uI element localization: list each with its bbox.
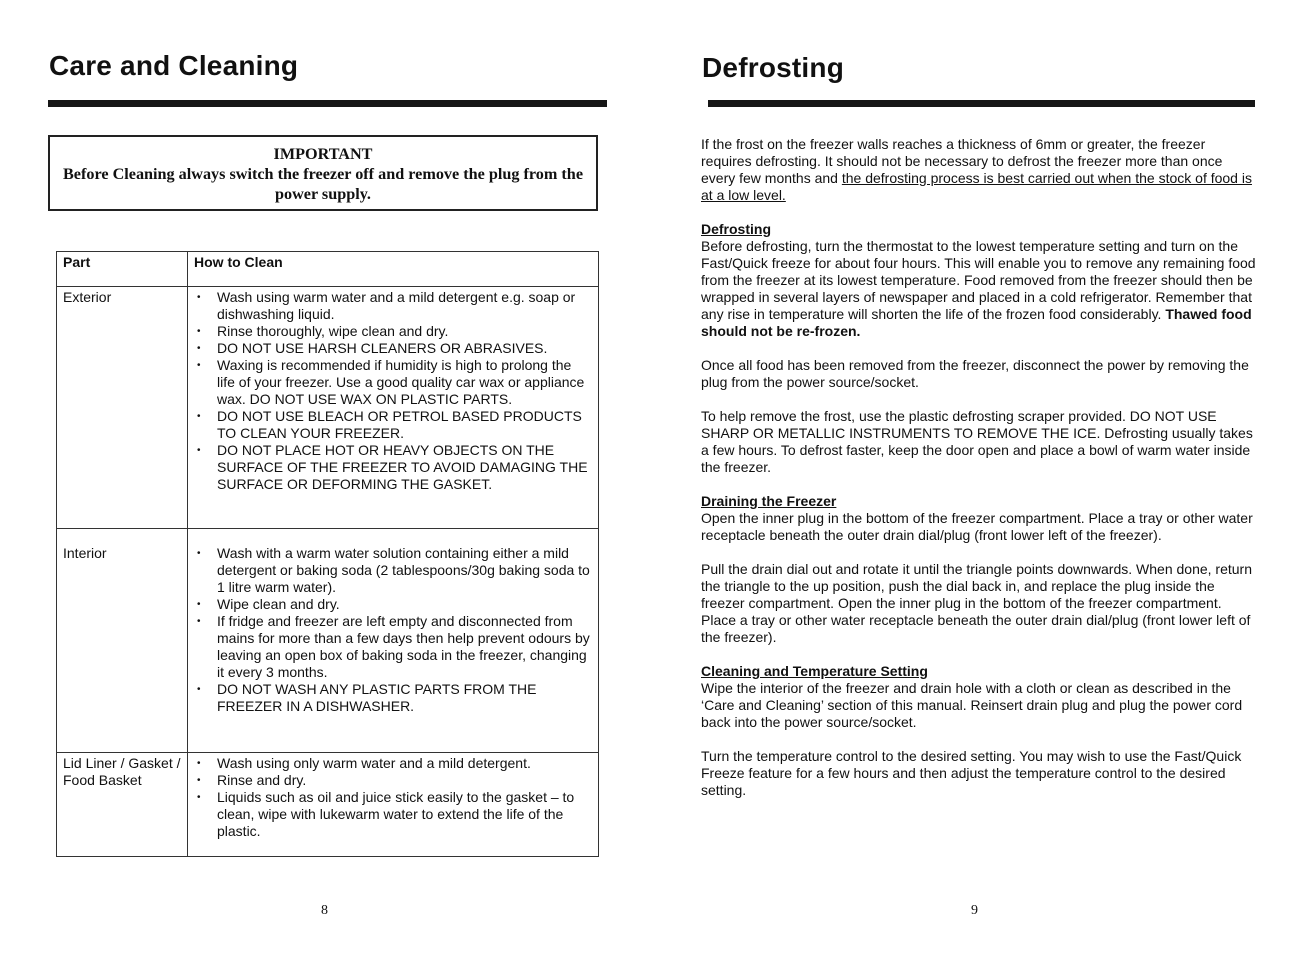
draining-section: Draining the Freezer Open the inner plug in the bottom of the freezer compartment. Place a tray or other water receptacle beneath the outer drain dial/plug (front lower left of the freezer). — [701, 493, 1256, 544]
bullet-icon: • — [197, 292, 201, 303]
list-item: • DO NOT USE BLEACH OR PETROL BASED PRODUCTS TO CLEAN YOUR FREEZER. — [197, 408, 582, 441]
list-item: • Wash using only warm water and a mild detergent. — [197, 755, 531, 771]
table-row — [57, 529, 599, 753]
how-to-clean-cell — [188, 529, 599, 753]
intro-underlined-text: the defrosting process is best carried out when the stock of food is at a low level. — [701, 170, 1252, 203]
page-number: 9 — [971, 903, 978, 918]
part-cell: Interior — [57, 529, 188, 753]
section-heading-draining: Draining the Freezer — [701, 493, 837, 509]
cleaning-table — [56, 251, 599, 857]
cleaning-section: Cleaning and Temperature Setting Wipe the interior of the freezer and drain hole with a cloth or clean as described in the ‘Care and Cleaning’ section of this manual. Reinsert drain plug and plug the power cord back into the power source/socket. — [701, 663, 1256, 731]
section-heading-defrosting: Defrosting — [701, 221, 771, 237]
temperature-paragraph: Turn the temperature control to the desired setting. You may wish to use the Fast/Quick Freeze feature for a few hours and then adjust the temperature control to the desired setting. — [701, 748, 1242, 798]
table-header-row — [57, 252, 599, 287]
instruction-list — [194, 755, 592, 840]
list-item: • Rinse thoroughly, wipe clean and dry. — [197, 323, 449, 339]
list-item: • Wash using warm water and a mild detergent e.g. soap or dishwashing liquid. — [197, 289, 576, 322]
how-to-clean-cell — [188, 287, 599, 529]
page-number: 8 — [321, 903, 328, 918]
list-item: • Wash with a warm water solution containing either a mild detergent or baking soda (2 tablespoons/30g baking soda to 1 litre warm water). — [197, 545, 590, 595]
bullet-icon: • — [197, 599, 201, 610]
page-title: Care and Cleaning — [49, 50, 299, 81]
bullet-icon: • — [197, 343, 201, 354]
bullet-icon: • — [197, 616, 201, 627]
list-item: • Rinse and dry. — [197, 772, 307, 788]
how-to-clean-cell — [188, 753, 599, 857]
list-item: • If fridge and freezer are left empty and disconnected from mains for more than a few days then help prevent odours by leaving an open box of baking soda in the freezer, changing it every 3 months. — [197, 613, 590, 680]
instruction-list — [194, 289, 592, 493]
drain-dial-paragraph: Pull the drain dial out and rotate it until the triangle points downwards. When done, return the triangle to the up position, push the dial back in, and replace the plug inside the freezer compartment. Open the inner plug in the bottom of the freezer compartment. Place a tray or other water receptacle beneath the outer drain dial/plug (front lower left of the freezer). — [701, 561, 1252, 645]
bullet-icon: • — [197, 411, 201, 422]
section-heading-cleaning: Cleaning and Temperature Setting — [701, 663, 928, 679]
defrosting-body — [701, 136, 1256, 799]
intro-paragraph: If the frost on the freezer walls reaches a thickness of 6mm or greater, the freezer requires defrosting. It should not be necessary to defrost the freezer more than once every few months and the defrosting process is best carried out when the stock of food is at a low level. — [701, 136, 1252, 203]
bullet-icon: • — [197, 360, 201, 371]
bullet-icon: • — [197, 792, 201, 803]
part-cell: Exterior — [57, 287, 188, 529]
table-row — [57, 753, 599, 857]
column-header-part: Part — [57, 252, 188, 287]
bullet-icon: • — [197, 326, 201, 337]
left-page — [0, 0, 650, 954]
title-rule — [708, 100, 1255, 107]
defrosting-section: Defrosting Before defrosting, turn the thermostat to the lowest temperature setting and turn on the Fast/Quick freeze for about four hours. This will enable you to remove any remaining food from the freezer at its lowest temperature. Food removed from the freezer should then be wrapped in several layers of newspaper and placed in a cold refrigerator. Remember that any rise in temperature will shorten the life of the frozen food considerably. Thawed food should not be re-frozen. — [701, 221, 1256, 339]
bullet-icon: • — [197, 548, 201, 559]
list-item: • Waxing is recommended if humidity is high to prolong the life of your freezer. Use a good quality car wax or appliance wax. DO NOT USE WAX ON PLASTIC PARTS. — [197, 357, 585, 407]
important-text: Before Cleaning always switch the freezer off and remove the plug from the power supply. — [62, 165, 583, 203]
bullet-icon: • — [197, 758, 201, 769]
important-heading: IMPORTANT — [273, 145, 373, 163]
disconnect-paragraph: Once all food has been removed from the freezer, disconnect the power by removing the plug from the power source/socket. — [701, 357, 1249, 390]
bullet-icon: • — [197, 445, 201, 456]
column-header-how-to-clean: How to Clean — [188, 252, 599, 287]
title-rule — [48, 100, 607, 107]
list-item: • DO NOT WASH ANY PLASTIC PARTS FROM THE FREEZER IN A DISHWASHER. — [197, 681, 537, 714]
table-row — [57, 287, 599, 529]
list-item: • Liquids such as oil and juice stick easily to the gasket – to clean, wipe with lukewarm water to extend the life of the plastic. — [197, 789, 575, 839]
bullet-icon: • — [197, 775, 201, 786]
important-notice — [48, 135, 598, 211]
page-title: Defrosting — [702, 52, 844, 83]
warning-text: Thawed food should not be re-frozen. — [701, 306, 1252, 339]
bullet-icon: • — [197, 684, 201, 695]
list-item: • DO NOT PLACE HOT OR HEAVY OBJECTS ON THE SURFACE OF THE FREEZER TO AVOID DAMAGING THE SURFACE OR DEFORMING THE GASKET. — [197, 442, 588, 492]
instruction-list — [194, 545, 592, 715]
list-item: • DO NOT USE HARSH CLEANERS OR ABRASIVES. — [197, 340, 548, 356]
part-cell: Lid Liner / Gasket / Food Basket — [57, 753, 188, 857]
scraper-paragraph: To help remove the frost, use the plastic defrosting scraper provided. DO NOT USE SHARP OR METALLIC INSTRUMENTS TO REMOVE THE ICE. Defrosting usually takes a few hours. To defrost faster, keep the door open and place a bowl of warm water inside the freezer. — [701, 408, 1253, 475]
list-item: • Wipe clean and dry. — [197, 596, 340, 612]
